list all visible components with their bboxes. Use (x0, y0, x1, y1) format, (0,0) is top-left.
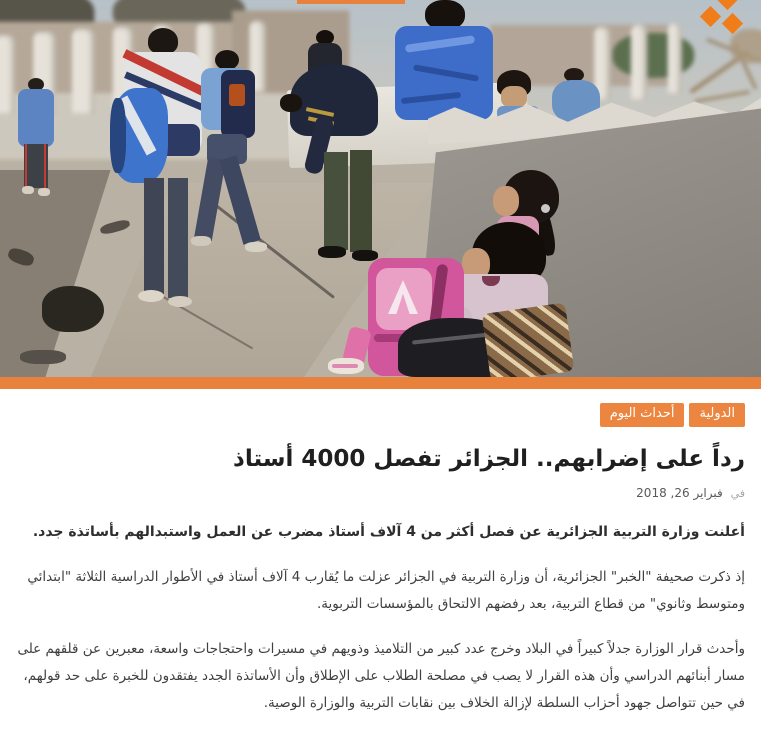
photo-debris (20, 350, 66, 364)
date-value: فبراير 26, 2018 (636, 485, 723, 500)
tag-todays-events[interactable]: أحداث اليوم (600, 403, 685, 427)
article-paragraph: إذ ذكرت صحيفة "الخبر" الجزائرية، أن وزارة التربية في الجزائر عزلت ما يُقارب 4 آلاف أستاذ في الأطوار الدراسية الثلاثة "ابتدائي ومتوسط وثانوي" من قطاع التربية، بعد رفضهم الالتحاق بالمؤسسات التربوية. (27, 568, 745, 612)
photo-debris (42, 286, 104, 332)
photo-boy-blue-wall (383, 0, 505, 128)
photo-plaid-bag (486, 308, 572, 377)
photo-pink-leg (328, 328, 378, 377)
article-title: رداً على إضرابهم.. الجزائر تفصل 4000 أستاذ (233, 445, 745, 472)
three-diamonds-logo-icon[interactable] (698, 0, 758, 40)
photo-pillar (0, 35, 15, 115)
orange-divider-bar (0, 377, 761, 389)
photo-boy-varsity (193, 50, 267, 282)
article-paragraph: وأحدث قرار الوزارة جدلاً كبيراً في البلاد وخرج عدد كبير من التلاميذ وذويهم في مسيرات واحتجاجات واسعة، معبرين عن قلقهم على مسار أبنائهم الدراسي وأن هذه القرار لا يصب في مصلحة الطلاب على الإطلاق وأن الأساتذة الجدد يفتقدون للخبرة على حد قولهم، في حين تتواصل جهود أحزاب السلطة لإزالة الخلاف بين نقابات التربية والوزارة الوصية. (17, 640, 745, 711)
date-prefix: في (730, 486, 745, 500)
photo-pillar (72, 29, 94, 115)
tag-international[interactable]: الدولية (689, 403, 745, 427)
tags-row (16, 403, 745, 427)
article-date (16, 486, 745, 500)
photo-boy-left (16, 78, 56, 198)
photo-pillar (631, 25, 647, 100)
top-orange-strip (297, 0, 405, 4)
article-lead-paragraph: أعلنت وزارة التربية الجزائرية عن فصل أكثر من 4 آلاف أستاذ مضرب عن العمل واستبدالهم بأساتذة جدد. (32, 523, 745, 540)
article-content (0, 403, 761, 717)
photo-boy-bending (280, 64, 388, 286)
